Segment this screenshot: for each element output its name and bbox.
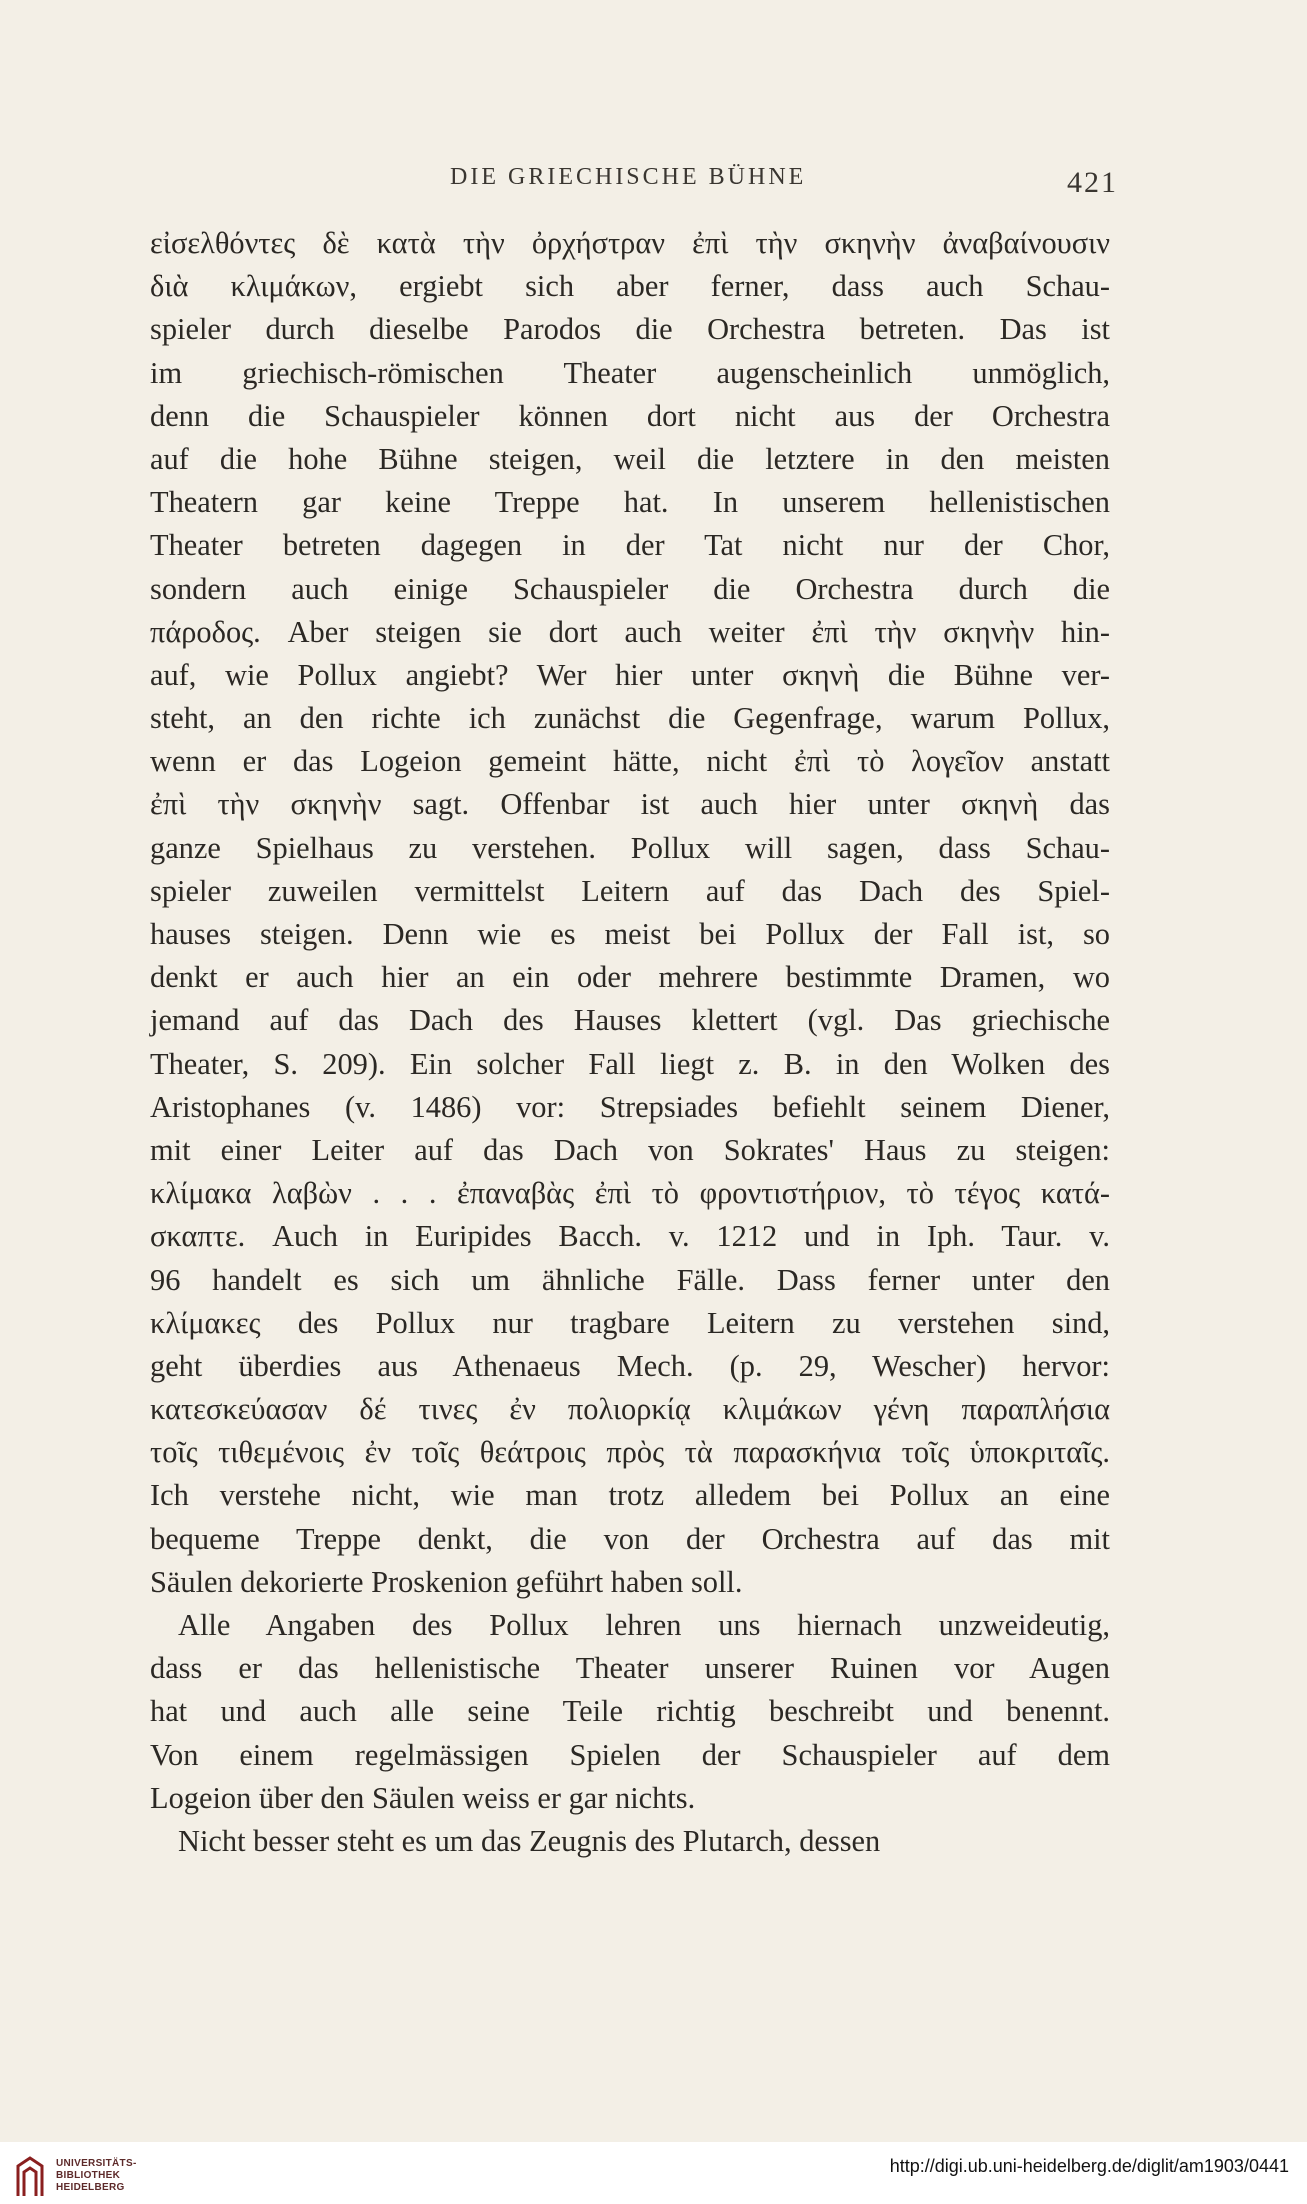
text-line: κλίμακα λαβὼν . . . ἐπαναβὰς ἐπὶ τὸ φροντιστήριον, τὸ τέγος κατά- <box>150 1176 1110 1211</box>
page-header <box>150 164 1118 204</box>
body-text <box>150 222 1110 1863</box>
text-line: hat und auch alle seine Teile richtig beschreibt und benennt. <box>150 1694 1110 1729</box>
footer-bar <box>0 2142 1307 2204</box>
text-line: geht überdies aus Athenaeus Mech. (p. 29, Wescher) hervor: <box>150 1348 1110 1383</box>
text-line: Theatern gar keine Treppe hat. In unserem hellenistischen <box>150 485 1110 520</box>
text-line: Logeion über den Säulen weiss er gar nichts. <box>150 1780 696 1815</box>
text-line: denkt er auch hier an ein oder mehrere bestimmte Dramen, wo <box>150 960 1110 995</box>
text-line: auf die hohe Bühne steigen, weil die letztere in den meisten <box>150 441 1110 476</box>
text-line: jemand auf das Dach des Hauses klettert (vgl. Das griechische <box>150 1003 1110 1038</box>
source-url-link[interactable]: http://digi.ub.uni-heidelberg.de/diglit/am1903/0441 <box>889 2156 1289 2176</box>
text-line: σκαπτε. Auch in Euripides Bacch. v. 1212 und in Iph. Taur. v. <box>150 1219 1110 1254</box>
library-name <box>56 2158 137 2194</box>
text-line: Theater betreten dagegen in der Tat nicht nur der Chor, <box>150 528 1110 563</box>
text-line: wenn er das Logeion gemeint hätte, nicht ἐπὶ τὸ λογεῖον anstatt <box>150 744 1110 779</box>
text-line: Ich verstehe nicht, wie man trotz alledem bei Pollux an eine <box>150 1478 1110 1513</box>
text-line: Aristophanes (v. 1486) vor: Strepsiades befiehlt seinem Diener, <box>150 1089 1110 1124</box>
text-line: hauses steigen. Denn wie es meist bei Pollux der Fall ist, so <box>150 917 1110 951</box>
text-line: τοῖς τιθεμένοις ἐν τοῖς θεάτροις πρὸς τὰ παρασκήνια τοῖς ὑποκριταῖς. <box>150 1435 1110 1470</box>
text-line: Alle Angaben des Pollux lehren uns hiernach unzweideutig, <box>178 1608 1110 1642</box>
text-line: dass er das hellenistische Theater unserer Ruinen vor Augen <box>150 1651 1110 1686</box>
text-line: ἐπὶ τὴν σκηνὴν sagt. Offenbar ist auch hier unter σκηνὴ das <box>150 787 1110 822</box>
text-line: mit einer Leiter auf das Dach von Sokrates' Haus zu steigen: <box>150 1132 1110 1167</box>
text-line: spieler durch dieselbe Parodos die Orchestra betreten. Das ist <box>150 312 1110 347</box>
library-logo-icon <box>14 2156 46 2198</box>
running-title: DIE GRIECHISCHE BÜHNE <box>450 164 807 190</box>
text-line: Nicht besser steht es um das Zeugnis des Plutarch, dessen <box>178 1823 881 1858</box>
text-line: im griechisch-römischen Theater augenscheinlich unmöglich, <box>150 355 1110 390</box>
library-name-line: UNIVERSITÄTS- <box>56 2158 137 2169</box>
text-line: διὰ κλιμάκων, ergiebt sich aber ferner, dass auch Schau- <box>150 269 1110 304</box>
text-line: sondern auch einige Schauspieler die Orchestra durch die <box>150 571 1110 606</box>
library-name-line: BIBLIOTHEK <box>56 2170 121 2181</box>
text-line: Theater, S. 209). Ein solcher Fall liegt z. B. in den Wolken des <box>150 1046 1110 1081</box>
library-name-line: HEIDELBERG <box>56 2182 125 2193</box>
text-line: steht, an den richte ich zunächst die Gegenfrage, warum Pollux, <box>150 701 1110 736</box>
text-line: κατεσκεύασαν δέ τινες ἐν πολιορκίᾳ κλιμάκων γένη παραπλήσια <box>150 1392 1110 1427</box>
text-line: denn die Schauspieler können dort nicht aus der Orchestra <box>150 398 1110 433</box>
text-line: Von einem regelmässigen Spielen der Schauspieler auf dem <box>150 1737 1110 1772</box>
text-line: 96 handelt es sich um ähnliche Fälle. Dass ferner unter den <box>150 1262 1110 1297</box>
page-number: 421 <box>1067 166 1118 199</box>
text-line: spieler zuweilen vermittelst Leitern auf das Dach des Spiel- <box>150 873 1110 908</box>
text-line: κλίμακες des Pollux nur tragbare Leitern zu verstehen sind, <box>150 1305 1110 1340</box>
text-line: πάροδος. Aber steigen sie dort auch weiter ἐπὶ τὴν σκηνὴν hin- <box>150 614 1110 649</box>
text-line: Säulen dekorierte Proskenion geführt haben soll. <box>150 1564 743 1599</box>
text-line: ganze Spielhaus zu verstehen. Pollux will sagen, dass Schau- <box>150 830 1110 865</box>
text-line: bequeme Treppe denkt, die von der Orchestra auf das mit <box>150 1521 1110 1556</box>
text-line: auf, wie Pollux angiebt? Wer hier unter σκηνὴ die Bühne ver- <box>150 657 1110 692</box>
text-line: εἰσελθόντες δὲ κατὰ τὴν ὀρχήστραν ἐπὶ τὴν σκηνὴν ἀναβαίνουσιν <box>150 226 1110 260</box>
